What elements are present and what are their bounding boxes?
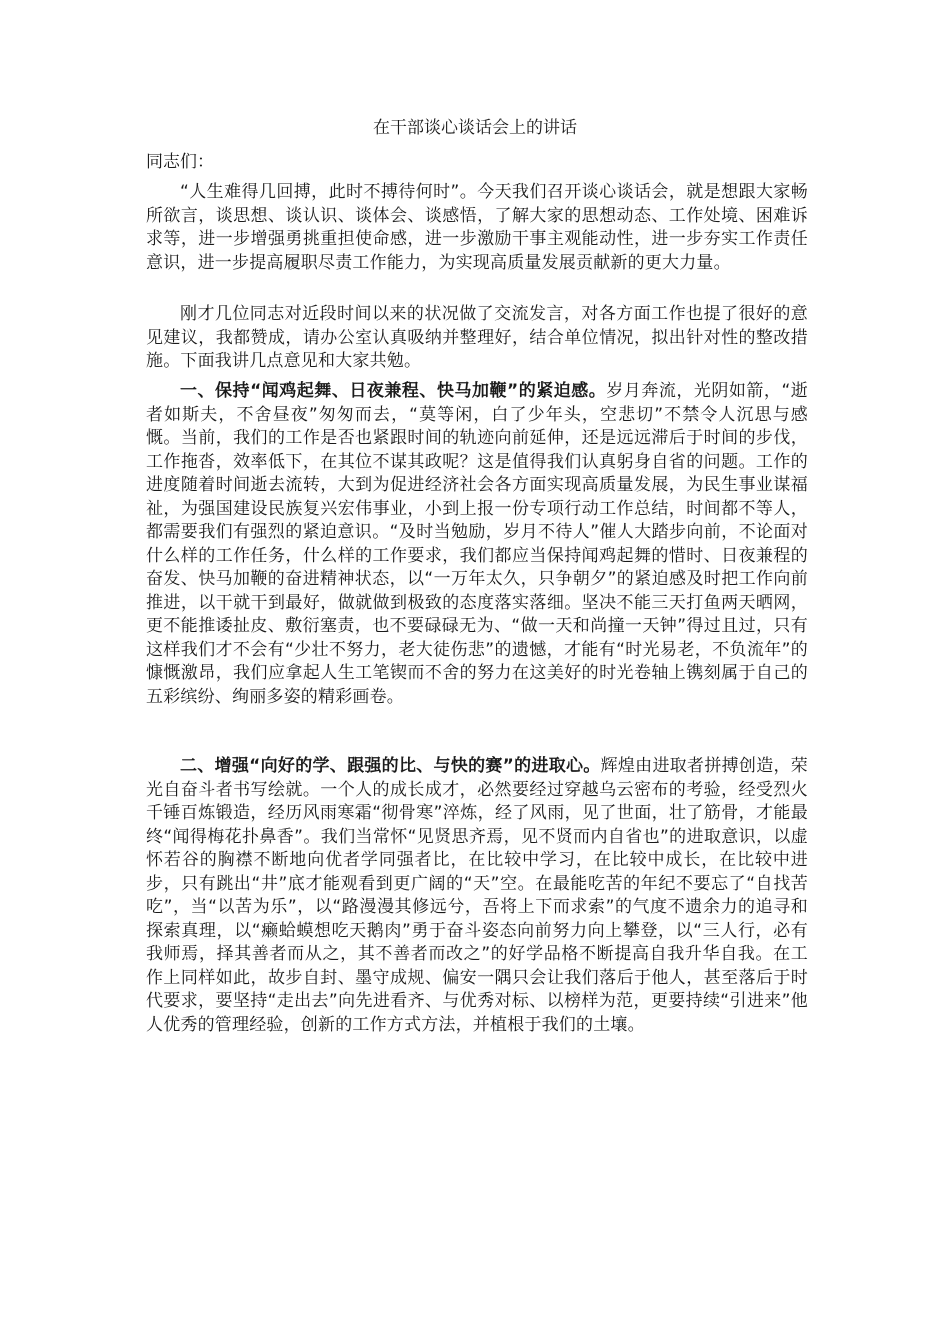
section-heading: 一、保持“闻鸡起舞、日夜兼程、快马加鞭”的紧迫感。 bbox=[180, 381, 607, 401]
paragraph-text: “人生难得几回搏，此时不搏待何时”。今天我们召开谈心谈话会，就是想跟大家畅所欲言，谈思想、谈认识、谈体会、谈感悟，了解大家的思想动态、工作处境、困难诉求等，进一步增强勇挑重担使命感，进一步激励干事主观能动性，进一步夯实工作责任意识，进一步提高履职尽责工作能力，为实现高质量发展贡献新的更大力量。 bbox=[146, 182, 808, 273]
paragraph-point-two bbox=[146, 755, 808, 1037]
paragraph-text: 刚才几位同志对近段时间以来的状况做了交流发言，对各方面工作也提了很好的意见建议，我都赞成，请办公室认真吸纳并整理好，结合单位情况，拟出针对性的整改措施。下面我讲几点意见和大家共勉。 bbox=[146, 304, 808, 371]
paragraph-opening bbox=[146, 181, 808, 275]
paragraph-text: 辉煌由进取者拼搏创造，荣光自奋斗者书写绘就。一个人的成长成才，必然要经过穿越乌云密布的考验，经受烈火千锤百炼锻造，经历风雨寒霜“彻骨寒”淬炼，经了风雨，见了世面，壮了筋骨，才能最终“闻得梅花扑鼻香”。我们当常怀“见贤思齐焉，见不贤而内自省也”的进取意识，以虚怀若谷的胸襟不断地向优者学同强者比，在比较中学习，在比较中成长，在比较中进步，只有跳出“井”底才能观看到更广阔的“天”空。在最能吃苦的年纪不要忘了“自找苦吃”，当“以苦为乐”，以“路漫漫其修远兮，吾将上下而求索”的气度不遗余力的追寻和探索真理，以“癞蛤蟆想吃天鹅肉”勇于奋斗姿态向前努力向上攀登，以“三人行，必有我师焉，择其善者而从之，其不善者而改之”的好学品格不断提高自我升华自我。在工作上同样如此，故步自封、墨守成规、偏安一隅只会让我们落后于他人，甚至落后于时代要求，要坚持“走出去”向先进看齐、与优秀对标、以榜样为范，更要持续“引进来”他人优秀的管理经验，创新的工作方式方法，并植根于我们的土壤。 bbox=[146, 756, 808, 1035]
paragraph-text: 岁月奔流，光阴如箭，“逝者如斯夫，不舍昼夜”匆匆而去，“莫等闲，白了少年头，空悲切”不禁令人沉思与感慨。当前，我们的工作是否也紧跟时间的轨迹向前延伸，还是远远滞后于时间的步伐，工作拖沓，效率低下，在其位不谋其政呢？这是值得我们认真躬身自省的问题。工作的进度随着时间逝去流转，大到为促进经济社会各方面实现高质量发展，为民生事业谋福祉，为强国建设民族复兴宏伟事业，小到上报一份专项行动工作总结，时间都不等人，都需要我们有强烈的紧迫意识。“及时当勉励，岁月不待人”催人大踏步向前，不论面对什么样的工作任务，什么样的工作要求，我们都应当保持闻鸡起舞的惜时、日夜兼程的奋发、快马加鞭的奋进精神状态，以“一万年太久，只争朝夕”的紧迫感及时把工作向前推进，以干就干到最好，做就做到极致的态度落实落细。坚决不能三天打鱼两天晒网，更不能推诿扯皮、敷衍塞责，也不要碌碌无为、“做一天和尚撞一天钟”得过且过，只有这样我们才不会有“少壮不努力，老大徒伤悲”的遗憾，才能有“时光易老，不负流年”的慷慨激昂，我们应拿起人生工笔锲而不舍的努力在这美好的时光卷轴上镌刻属于自己的五彩缤纷、绚丽多姿的精彩画卷。 bbox=[146, 381, 808, 707]
paragraph-response bbox=[146, 303, 808, 374]
section-heading: 二、增强“向好的学、跟强的比、与快的赛”的进取心。 bbox=[180, 756, 601, 776]
paragraph-point-one bbox=[146, 380, 808, 709]
salutation: 同志们： bbox=[146, 152, 214, 172]
page-title: 在干部谈心谈话会上的讲话 bbox=[373, 118, 577, 138]
